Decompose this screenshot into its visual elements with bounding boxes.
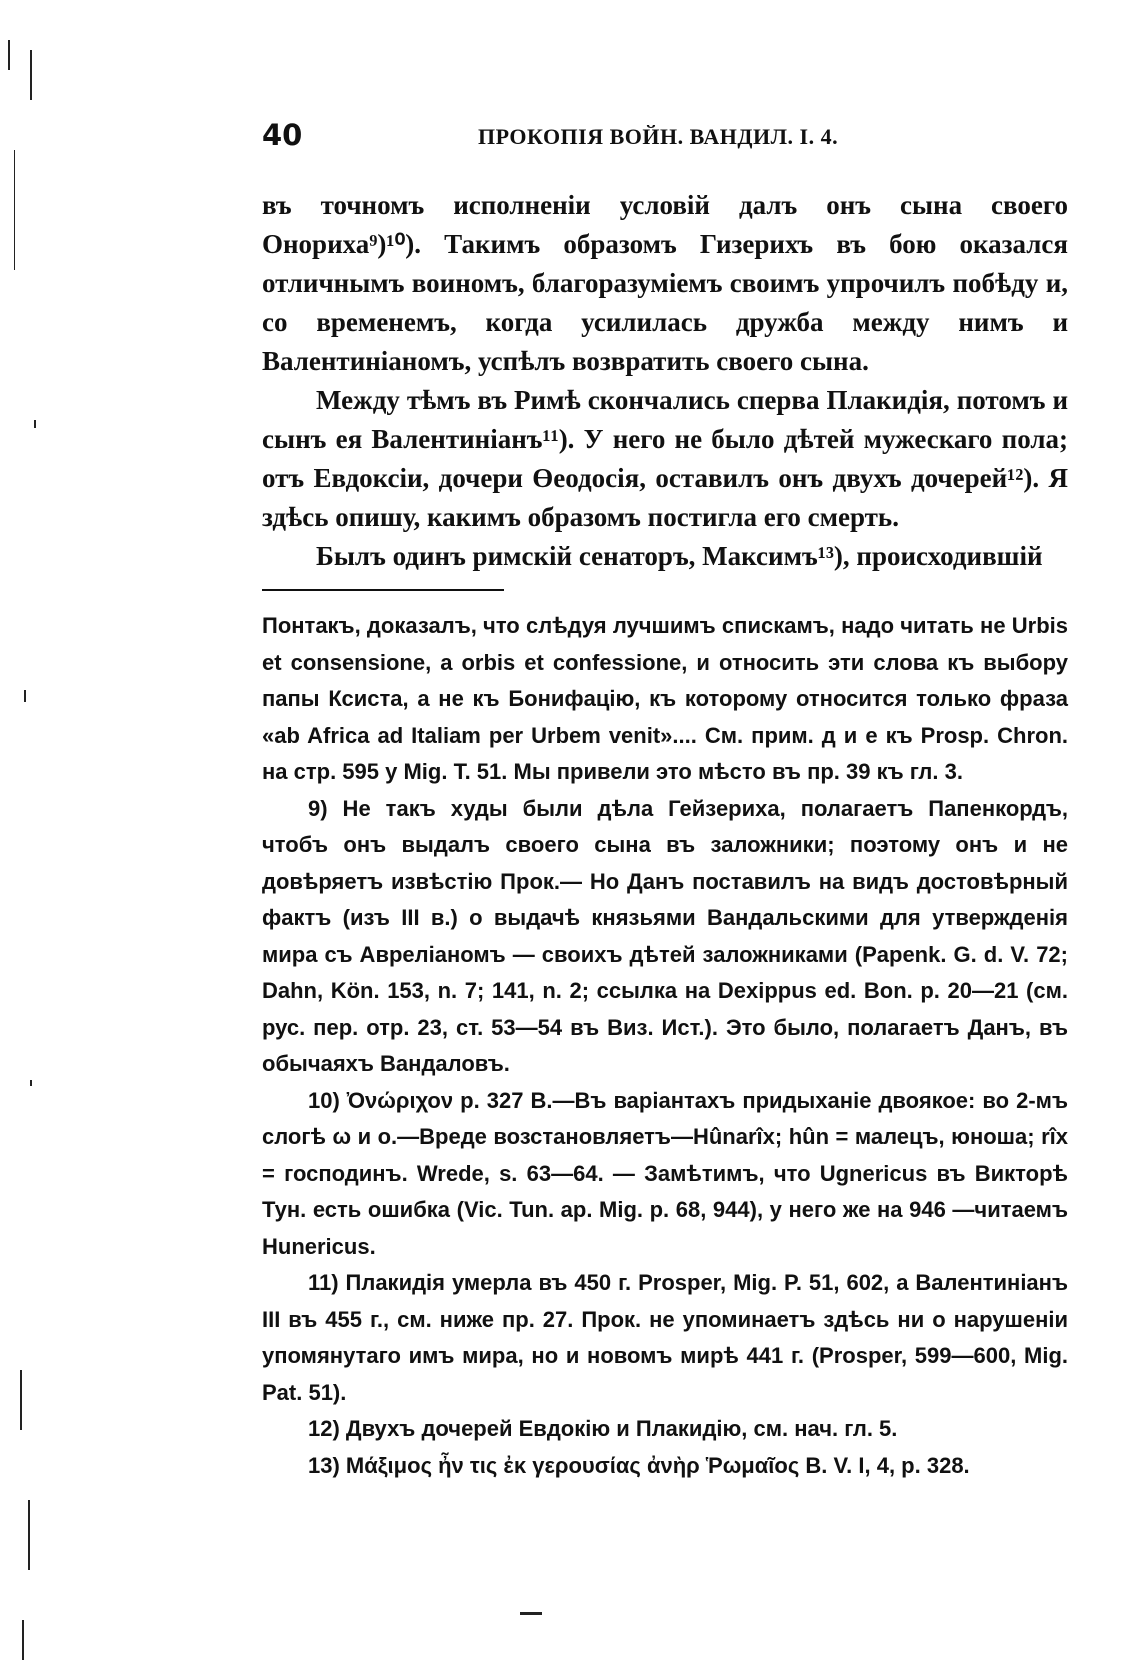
body-paragraph-1: въ точномъ исполненіи условій далъ онъ сына своего Онориха⁹)¹⁰). Такимъ образомъ Гизерихъ въ бою оказался отличнымъ воиномъ, благоразуміемъ своимъ упрочилъ побѣду и, со временемъ, когда усилилась дружба между нимъ и Валентиніаномъ, успѣлъ возвратить своего сына. bbox=[262, 190, 1068, 376]
body-paragraph-2: Между тѣмъ въ Римѣ скончались сперва Плакидія, потомъ и сынъ ея Валентиніанъ¹¹). У него не было дѣтей мужескаго пола; отъ Евдоксіи, дочери Өеодосія, оставилъ онъ двухъ дочерей¹²). Я здѣсь опишу, какимъ образомъ постигла его смерть. bbox=[262, 385, 1068, 532]
footnote-divider bbox=[262, 589, 504, 591]
footnote-continuation: Понтакъ, доказалъ, что слѣдуя лучшимъ спискамъ, надо читать не Urbis et consensione, a orbis et confessione, и относить эти слова къ выбору папы Ксиста, а не къ Бонифацію, къ которому относится только фраза «ab Africa ad Italiam per Urbem venit».... См. прим. д и е къ Prosp. Chron. на стр. 595 у Mig. T. 51. Мы привели это мѣсто въ пр. 39 къ гл. 3. bbox=[262, 613, 1068, 784]
scan-margin-artifacts bbox=[0, 0, 46, 1677]
running-head bbox=[262, 118, 1068, 158]
running-title: ПРОКОПІЯ ВОЙН. ВАНДИЛ. I. 4. bbox=[478, 124, 839, 149]
footnote-10: 10) Ὀνώριχον p. 327 B.—Въ варіантахъ придыханіе двоякое: во 2-мъ слогѣ ω и ο.—Вреде возстановляетъ—Hûnarîx; hûn = малецъ, юноша; rîx = господинъ. Wrede, s. 63—64. — Замѣтимъ, что Ugnericus въ Викторѣ Тун. есть ошибка (Vic. Tun. ap. Mig. p. 68, 944), у него же на 946 —читаемъ Hunericus. bbox=[262, 1087, 1068, 1259]
body-paragraph-3: Былъ одинъ римскій сенаторъ, Максимъ¹³), происходившій bbox=[316, 541, 1043, 571]
footnote-13: 13) Μάξιμος ἦν τις ἐκ γερουσίας ἀνὴρ Ῥωμαῖος B. V. I, 4, p. 328. bbox=[308, 1452, 970, 1478]
footnotes bbox=[262, 608, 1068, 1484]
book-page bbox=[262, 118, 1068, 1484]
page-number: 40 bbox=[262, 118, 303, 152]
footnote-9: 9) Не такъ худы были дѣла Гейзериха, полагаетъ Папенкордъ, чтобъ онъ выдалъ своего сына въ заложники; поэтому онъ и не довѣряетъ извѣстію Прок.— Но Данъ поставилъ на видъ достовѣрный фактъ (изъ III в.) о выдачѣ князьями Вандальскими для утвержденія мира съ Авреліаномъ — своихъ дѣтей заложниками (Papenk. G. d. V. 72; Dahn, Kön. 153, n. 7; 141, n. 2; ссылка на Dexippus ed. Bon. p. 20—21 (см. рус. пер. отр. 23, ст. 53—54 въ Виз. Ист.). Это было, полагаетъ Данъ, въ обычаяхъ Вандаловъ. bbox=[262, 795, 1068, 1076]
footnote-12: 12) Двухъ дочерей Евдокію и Плакидію, см. нач. гл. 5. bbox=[308, 1416, 898, 1441]
main-text bbox=[262, 186, 1068, 576]
footnote-11: 11) Плакидія умерла въ 450 г. Prosper, Mig. P. 51, 602, а Валентиніанъ III въ 455 г., см. ниже пр. 27. Прок. не упоминаетъ здѣсь ни о нарушеніи упомянутаго имъ мира, но и новомъ мирѣ 441 г. (Prosper, 599—600, Mig. Pat. 51). bbox=[262, 1270, 1068, 1405]
